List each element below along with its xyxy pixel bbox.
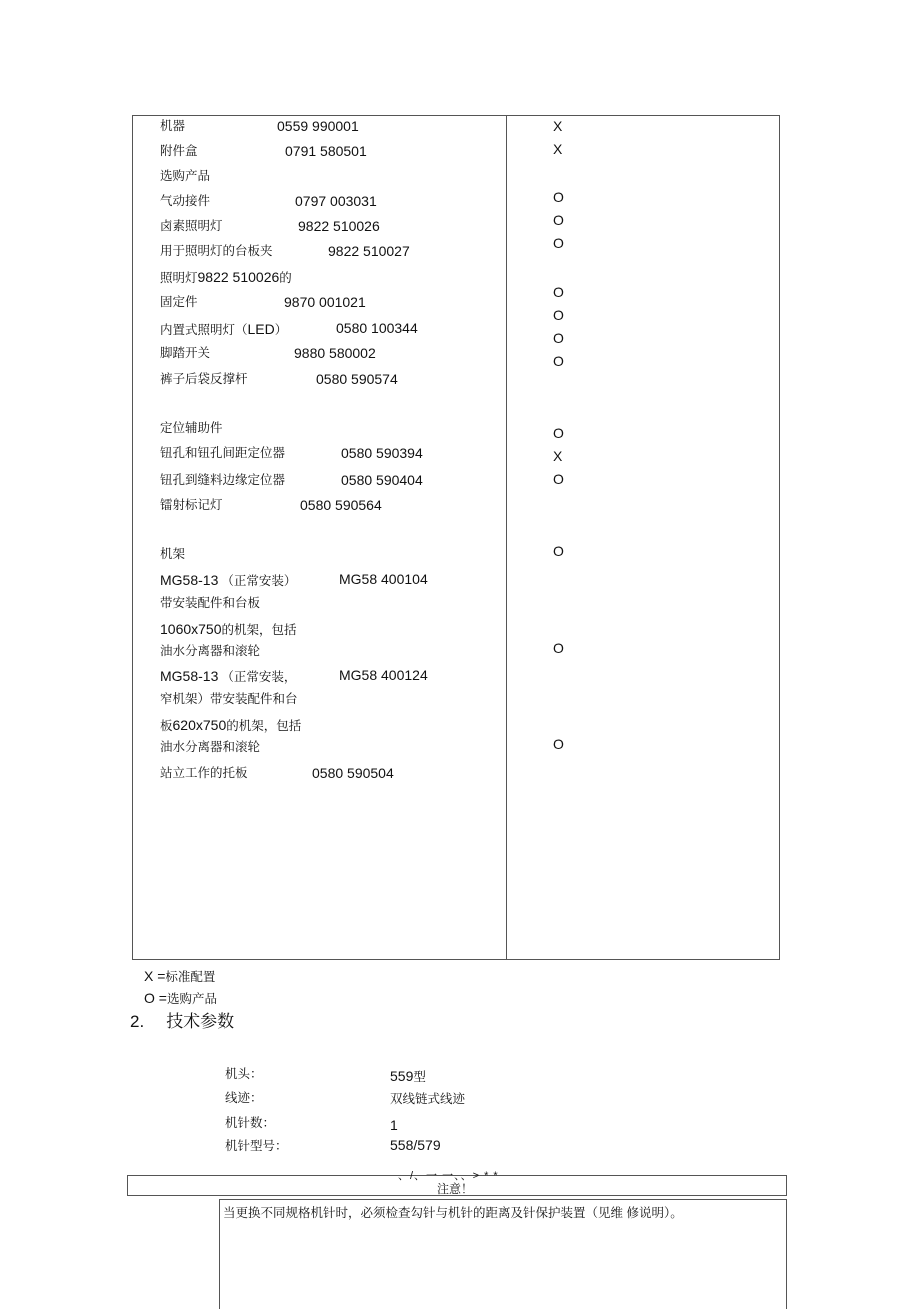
row-code: 0580 590564 — [300, 497, 382, 513]
row-name: 钮孔到缝料边缘定位器 — [160, 473, 286, 487]
spec-value-text: 型 — [413, 1070, 426, 1084]
row-name: 窄机架）带安装配件和台 — [160, 692, 298, 706]
legend-x-text: 标准配置 — [165, 970, 216, 984]
row-name — [160, 718, 301, 733]
availability-mark: O — [553, 543, 564, 559]
row-name-part: 620x750 — [172, 717, 227, 733]
row-code: 0580 590394 — [341, 445, 423, 461]
availability-mark: O — [553, 353, 564, 369]
row-code: MG58 400124 — [339, 667, 428, 683]
row-name — [160, 669, 296, 684]
availability-mark: O — [553, 471, 564, 487]
availability-mark: O — [553, 235, 564, 251]
row-name-part: LED — [247, 321, 275, 337]
row-name: 气动接件 — [160, 194, 211, 208]
row-name: 附件盒 — [160, 144, 198, 158]
row-name: 固定件 — [160, 295, 198, 309]
row-code: 0580 100344 — [336, 320, 418, 336]
row-name-part: ） — [274, 323, 288, 337]
row-code: 9822 510026 — [298, 218, 380, 234]
row-name-part: 9822 510026 — [197, 269, 280, 285]
row-name — [160, 573, 296, 588]
warning-title: 注意！ — [437, 1182, 474, 1196]
availability-mark: X — [553, 448, 563, 464]
spec-value — [390, 1069, 426, 1084]
row-name-part: （正常安装， — [221, 670, 297, 684]
spec-label: 机针数： — [225, 1116, 276, 1130]
row-name — [160, 322, 287, 337]
row-name: 机架 — [160, 547, 186, 561]
section-title: 技术参数 — [166, 1012, 235, 1031]
availability-mark: O — [553, 425, 564, 441]
row-code: 0580 590404 — [341, 472, 423, 488]
row-name: 裤子后袋反撑杆 — [160, 372, 248, 386]
row-name-part: 照明灯 — [160, 271, 198, 285]
row-code: 9822 510027 — [328, 243, 410, 259]
row-name: 脚踏开关 — [160, 346, 211, 360]
row-name: 钮孔和钮孔间距定位器 — [160, 446, 286, 460]
row-name-part: MG58-13 — [160, 668, 219, 684]
availability-mark: O — [553, 284, 564, 300]
availability-mark: O — [553, 212, 564, 228]
legend-standard — [144, 969, 215, 984]
note-text: 当更换不同规格机针时，必须检查勾针与机针的距离及针保护装置（见维 修说明）。 — [223, 1206, 683, 1220]
legend-o-text: 选购产品 — [166, 992, 217, 1006]
legend-optional — [144, 991, 217, 1006]
row-code: 9880 580002 — [294, 345, 376, 361]
row-name: 定位辅助件 — [160, 421, 223, 435]
row-name: 镭射标记灯 — [160, 498, 223, 512]
legend-o-symbol: O = — [144, 990, 167, 1006]
warning-decoration: 、/、一 一、、> * * — [398, 1170, 499, 1182]
row-name: 油水分离器和滚轮 — [160, 644, 261, 658]
row-name: 选购产品 — [160, 169, 211, 183]
availability-mark: O — [553, 307, 564, 323]
row-name: 机器 — [160, 119, 186, 133]
row-name-part: 1060x750 — [160, 621, 222, 637]
row-name: 卤素照明灯 — [160, 219, 223, 233]
row-name: 带安装配件和台板 — [160, 596, 261, 610]
availability-mark: X — [553, 141, 563, 157]
availability-mark: O — [553, 640, 564, 656]
row-name — [160, 270, 292, 285]
legend-x-symbol: X = — [144, 968, 166, 984]
row-name-part: 板 — [160, 719, 173, 733]
availability-mark: X — [553, 118, 563, 134]
row-code: 0559 990001 — [277, 118, 359, 134]
row-name: 用于照明灯的台板夹 — [160, 244, 273, 258]
row-code: 0791 580501 — [285, 143, 367, 159]
section-heading — [130, 1013, 234, 1030]
section-number: 2. — [130, 1012, 145, 1031]
row-name-part: 内置式照明灯（ — [160, 323, 248, 337]
availability-mark: O — [553, 330, 564, 346]
row-name-part: （正常安装） — [221, 574, 297, 588]
config-table — [132, 115, 780, 960]
spec-label: 线迹： — [225, 1091, 263, 1105]
row-name-part: 的 — [279, 271, 292, 285]
spec-value-num: 559 — [390, 1068, 414, 1084]
table-column-divider — [506, 115, 507, 960]
availability-mark: O — [553, 189, 564, 205]
row-code: 0580 590574 — [316, 371, 398, 387]
spec-label: 机针型号： — [225, 1139, 288, 1153]
spec-value: 双线链式线迹 — [390, 1092, 466, 1106]
row-code: 9870 001021 — [284, 294, 366, 310]
row-code: MG58 400104 — [339, 571, 428, 587]
spec-value: 558/579 — [390, 1137, 441, 1153]
row-name: 站立工作的托板 — [160, 766, 248, 780]
row-name-part: 的机架，包括 — [226, 719, 302, 733]
row-name-part: 的机架，包括 — [221, 623, 297, 637]
row-code: 0580 590504 — [312, 765, 394, 781]
row-name: 油水分离器和滚轮 — [160, 740, 261, 754]
spec-value: 1 — [390, 1117, 398, 1133]
row-code: 0797 003031 — [295, 193, 377, 209]
spec-label: 机头： — [225, 1067, 263, 1081]
row-name-part: MG58-13 — [160, 572, 219, 588]
availability-mark: O — [553, 736, 564, 752]
row-name — [160, 622, 297, 637]
